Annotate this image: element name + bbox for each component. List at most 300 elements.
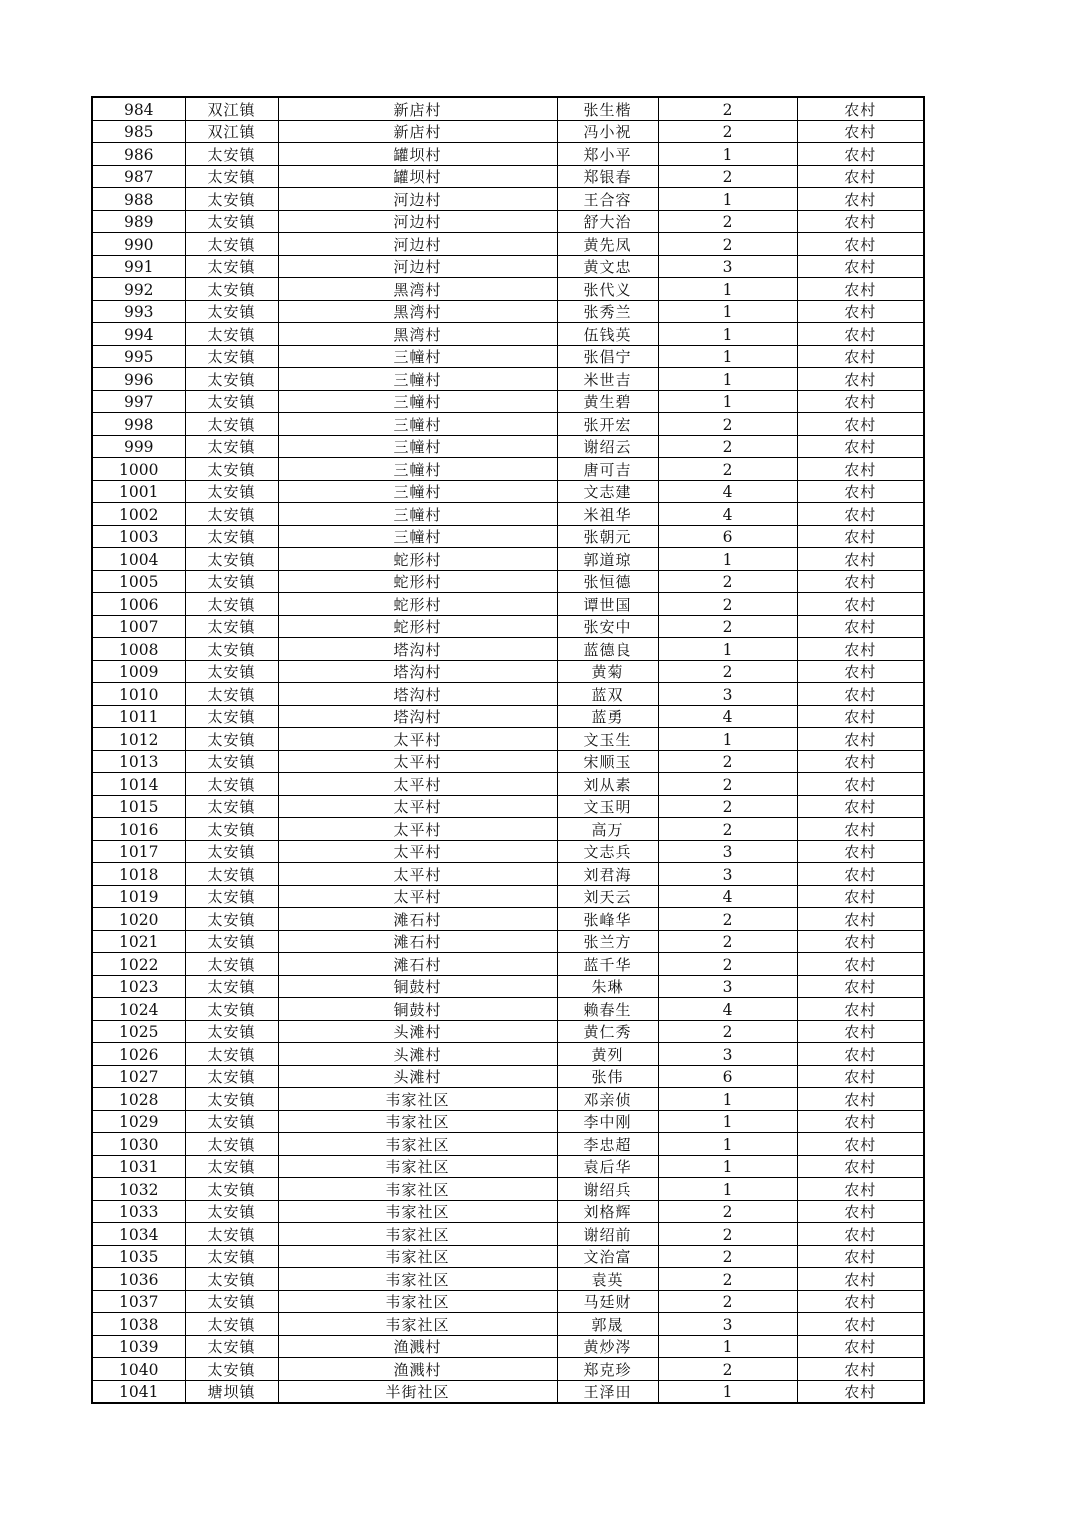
town-cell: 太安镇 [185, 818, 278, 841]
table-row [92, 570, 924, 593]
name-cell: 黄生碧 [557, 390, 658, 413]
town-cell: 太安镇 [185, 1065, 278, 1088]
table-row [92, 143, 924, 166]
town-cell: 太安镇 [185, 323, 278, 346]
row-number-cell: 1041 [92, 1380, 185, 1403]
table-row [92, 818, 924, 841]
row-number-cell: 992 [92, 278, 185, 301]
household-size-cell: 2 [658, 930, 797, 953]
type-cell: 农村 [797, 1268, 924, 1291]
name-cell: 朱琳 [557, 975, 658, 998]
household-size-cell: 2 [658, 1245, 797, 1268]
name-cell: 高万 [557, 818, 658, 841]
village-cell: 韦家社区 [278, 1133, 557, 1156]
name-cell: 谢绍兵 [557, 1178, 658, 1201]
name-cell: 刘从素 [557, 773, 658, 796]
town-cell: 太安镇 [185, 1020, 278, 1043]
household-size-cell: 1 [658, 1155, 797, 1178]
name-cell: 刘天云 [557, 885, 658, 908]
town-cell: 太安镇 [185, 638, 278, 661]
row-number-cell: 1037 [92, 1290, 185, 1313]
type-cell: 农村 [797, 165, 924, 188]
town-cell: 太安镇 [185, 368, 278, 391]
town-cell: 太安镇 [185, 728, 278, 751]
village-cell: 河边村 [278, 210, 557, 233]
village-cell: 太平村 [278, 773, 557, 796]
village-cell: 韦家社区 [278, 1110, 557, 1133]
town-cell: 塘坝镇 [185, 1380, 278, 1403]
table-row [92, 1133, 924, 1156]
table-row [92, 525, 924, 548]
household-size-cell: 2 [658, 773, 797, 796]
town-cell: 太安镇 [185, 525, 278, 548]
household-size-cell: 2 [658, 908, 797, 931]
type-cell: 农村 [797, 683, 924, 706]
household-size-cell: 2 [658, 1290, 797, 1313]
table-row [92, 863, 924, 886]
type-cell: 农村 [797, 1178, 924, 1201]
name-cell: 黄菊 [557, 660, 658, 683]
table-row [92, 660, 924, 683]
household-size-cell: 1 [658, 728, 797, 751]
town-cell: 太安镇 [185, 683, 278, 706]
row-number-cell: 1010 [92, 683, 185, 706]
table-row [92, 705, 924, 728]
table-row [92, 278, 924, 301]
table-row [92, 1200, 924, 1223]
household-size-cell: 2 [658, 413, 797, 436]
town-cell: 太安镇 [185, 1290, 278, 1313]
household-size-cell: 1 [658, 1178, 797, 1201]
household-size-cell: 1 [658, 368, 797, 391]
name-cell: 刘格辉 [557, 1200, 658, 1223]
table-row [92, 345, 924, 368]
village-cell: 太平村 [278, 818, 557, 841]
type-cell: 农村 [797, 705, 924, 728]
table-row [92, 615, 924, 638]
row-number-cell: 993 [92, 300, 185, 323]
village-cell: 三幢村 [278, 413, 557, 436]
name-cell: 张伟 [557, 1065, 658, 1088]
type-cell: 农村 [797, 1200, 924, 1223]
village-cell: 滩石村 [278, 930, 557, 953]
name-cell: 谭世国 [557, 593, 658, 616]
village-cell: 塔沟村 [278, 683, 557, 706]
town-cell: 太安镇 [185, 480, 278, 503]
village-cell: 韦家社区 [278, 1290, 557, 1313]
table-row [92, 1065, 924, 1088]
village-cell: 三幢村 [278, 503, 557, 526]
row-number-cell: 1036 [92, 1268, 185, 1291]
village-cell: 蛇形村 [278, 570, 557, 593]
village-cell: 滩石村 [278, 953, 557, 976]
row-number-cell: 997 [92, 390, 185, 413]
name-cell: 米祖华 [557, 503, 658, 526]
village-cell: 黑湾村 [278, 323, 557, 346]
name-cell: 马廷财 [557, 1290, 658, 1313]
name-cell: 张峰华 [557, 908, 658, 931]
name-cell: 张兰方 [557, 930, 658, 953]
name-cell: 文志兵 [557, 840, 658, 863]
data-table [91, 96, 925, 1404]
type-cell: 农村 [797, 1380, 924, 1403]
table-row [92, 1245, 924, 1268]
type-cell: 农村 [797, 1313, 924, 1336]
name-cell: 王合容 [557, 188, 658, 211]
household-size-cell: 1 [658, 143, 797, 166]
town-cell: 太安镇 [185, 1223, 278, 1246]
village-cell: 塔沟村 [278, 660, 557, 683]
name-cell: 黄炒涔 [557, 1335, 658, 1358]
town-cell: 太安镇 [185, 1335, 278, 1358]
village-cell: 罐坝村 [278, 143, 557, 166]
household-size-cell: 1 [658, 548, 797, 571]
household-size-cell: 1 [658, 1133, 797, 1156]
table-row [92, 1155, 924, 1178]
row-number-cell: 1021 [92, 930, 185, 953]
name-cell: 黄仁秀 [557, 1020, 658, 1043]
town-cell: 太安镇 [185, 255, 278, 278]
village-cell: 韦家社区 [278, 1268, 557, 1291]
table-row [92, 458, 924, 481]
type-cell: 农村 [797, 255, 924, 278]
table-row [92, 773, 924, 796]
town-cell: 太安镇 [185, 413, 278, 436]
town-cell: 太安镇 [185, 233, 278, 256]
table-row [92, 435, 924, 458]
type-cell: 农村 [797, 1043, 924, 1066]
row-number-cell: 1026 [92, 1043, 185, 1066]
household-size-cell: 3 [658, 1043, 797, 1066]
table-row [92, 795, 924, 818]
name-cell: 唐可吉 [557, 458, 658, 481]
name-cell: 蓝千华 [557, 953, 658, 976]
row-number-cell: 1022 [92, 953, 185, 976]
type-cell: 农村 [797, 818, 924, 841]
row-number-cell: 1008 [92, 638, 185, 661]
table-row [92, 1335, 924, 1358]
village-cell: 蛇形村 [278, 548, 557, 571]
table-row [92, 683, 924, 706]
row-number-cell: 1000 [92, 458, 185, 481]
name-cell: 张安中 [557, 615, 658, 638]
household-size-cell: 2 [658, 818, 797, 841]
row-number-cell: 996 [92, 368, 185, 391]
type-cell: 农村 [797, 300, 924, 323]
village-cell: 三幢村 [278, 458, 557, 481]
row-number-cell: 1032 [92, 1178, 185, 1201]
name-cell: 黄先凤 [557, 233, 658, 256]
town-cell: 太安镇 [185, 1178, 278, 1201]
town-cell: 太安镇 [185, 615, 278, 638]
village-cell: 头滩村 [278, 1020, 557, 1043]
type-cell: 农村 [797, 1020, 924, 1043]
type-cell: 农村 [797, 120, 924, 143]
table-row [92, 1223, 924, 1246]
type-cell: 农村 [797, 233, 924, 256]
village-cell: 韦家社区 [278, 1223, 557, 1246]
village-cell: 铜鼓村 [278, 975, 557, 998]
type-cell: 农村 [797, 390, 924, 413]
name-cell: 李忠超 [557, 1133, 658, 1156]
name-cell: 伍钱英 [557, 323, 658, 346]
town-cell: 太安镇 [185, 773, 278, 796]
type-cell: 农村 [797, 1155, 924, 1178]
household-size-cell: 6 [658, 1065, 797, 1088]
village-cell: 新店村 [278, 120, 557, 143]
table-row [92, 233, 924, 256]
row-number-cell: 1035 [92, 1245, 185, 1268]
name-cell: 米世吉 [557, 368, 658, 391]
town-cell: 太安镇 [185, 278, 278, 301]
row-number-cell: 1006 [92, 593, 185, 616]
row-number-cell: 1009 [92, 660, 185, 683]
type-cell: 农村 [797, 1290, 924, 1313]
household-size-cell: 1 [658, 390, 797, 413]
type-cell: 农村 [797, 1065, 924, 1088]
town-cell: 太安镇 [185, 660, 278, 683]
village-cell: 三幢村 [278, 345, 557, 368]
table-row [92, 1178, 924, 1201]
row-number-cell: 1002 [92, 503, 185, 526]
table-row [92, 97, 924, 120]
row-number-cell: 987 [92, 165, 185, 188]
household-size-cell: 2 [658, 953, 797, 976]
table-row [92, 1290, 924, 1313]
town-cell: 太安镇 [185, 1200, 278, 1223]
village-cell: 渔溅村 [278, 1358, 557, 1381]
row-number-cell: 1028 [92, 1088, 185, 1111]
town-cell: 太安镇 [185, 503, 278, 526]
row-number-cell: 1027 [92, 1065, 185, 1088]
name-cell: 冯小祝 [557, 120, 658, 143]
row-number-cell: 1039 [92, 1335, 185, 1358]
row-number-cell: 1029 [92, 1110, 185, 1133]
row-number-cell: 1020 [92, 908, 185, 931]
name-cell: 宋顺玉 [557, 750, 658, 773]
table-row [92, 165, 924, 188]
household-size-cell: 2 [658, 660, 797, 683]
type-cell: 农村 [797, 998, 924, 1021]
row-number-cell: 999 [92, 435, 185, 458]
name-cell: 蓝德良 [557, 638, 658, 661]
town-cell: 太安镇 [185, 885, 278, 908]
village-cell: 黑湾村 [278, 300, 557, 323]
name-cell: 郑克珍 [557, 1358, 658, 1381]
town-cell: 太安镇 [185, 143, 278, 166]
name-cell: 邓亲侦 [557, 1088, 658, 1111]
name-cell: 袁后华 [557, 1155, 658, 1178]
village-cell: 头滩村 [278, 1065, 557, 1088]
row-number-cell: 1038 [92, 1313, 185, 1336]
household-size-cell: 2 [658, 435, 797, 458]
table-row [92, 480, 924, 503]
village-cell: 河边村 [278, 255, 557, 278]
village-cell: 太平村 [278, 728, 557, 751]
town-cell: 太安镇 [185, 593, 278, 616]
type-cell: 农村 [797, 1335, 924, 1358]
town-cell: 太安镇 [185, 188, 278, 211]
household-size-cell: 2 [658, 458, 797, 481]
town-cell: 太安镇 [185, 345, 278, 368]
household-size-cell: 1 [658, 1380, 797, 1403]
type-cell: 农村 [797, 750, 924, 773]
household-size-cell: 4 [658, 480, 797, 503]
household-size-cell: 6 [658, 525, 797, 548]
table-row [92, 1313, 924, 1336]
household-size-cell: 1 [658, 323, 797, 346]
town-cell: 太安镇 [185, 908, 278, 931]
type-cell: 农村 [797, 1133, 924, 1156]
type-cell: 农村 [797, 503, 924, 526]
household-size-cell: 2 [658, 165, 797, 188]
village-cell: 太平村 [278, 795, 557, 818]
table-row [92, 1088, 924, 1111]
town-cell: 太安镇 [185, 953, 278, 976]
table-body [92, 97, 924, 1403]
row-number-cell: 989 [92, 210, 185, 233]
row-number-cell: 1005 [92, 570, 185, 593]
village-cell: 黑湾村 [278, 278, 557, 301]
name-cell: 郑小平 [557, 143, 658, 166]
household-size-cell: 2 [658, 795, 797, 818]
household-size-cell: 1 [658, 1088, 797, 1111]
row-number-cell: 1031 [92, 1155, 185, 1178]
village-cell: 塔沟村 [278, 638, 557, 661]
name-cell: 谢绍云 [557, 435, 658, 458]
name-cell: 黄列 [557, 1043, 658, 1066]
village-cell: 韦家社区 [278, 1245, 557, 1268]
row-number-cell: 1040 [92, 1358, 185, 1381]
type-cell: 农村 [797, 345, 924, 368]
name-cell: 张倡宁 [557, 345, 658, 368]
household-size-cell: 1 [658, 638, 797, 661]
row-number-cell: 1003 [92, 525, 185, 548]
type-cell: 农村 [797, 660, 924, 683]
household-size-cell: 4 [658, 885, 797, 908]
town-cell: 太安镇 [185, 458, 278, 481]
household-size-cell: 4 [658, 998, 797, 1021]
town-cell: 太安镇 [185, 548, 278, 571]
village-cell: 塔沟村 [278, 705, 557, 728]
household-size-cell: 1 [658, 1335, 797, 1358]
row-number-cell: 1015 [92, 795, 185, 818]
table-row [92, 1110, 924, 1133]
row-number-cell: 1018 [92, 863, 185, 886]
town-cell: 太安镇 [185, 1133, 278, 1156]
row-number-cell: 1033 [92, 1200, 185, 1223]
household-size-cell: 2 [658, 615, 797, 638]
table-row [92, 210, 924, 233]
household-size-cell: 2 [658, 593, 797, 616]
table-row [92, 188, 924, 211]
household-size-cell: 2 [658, 233, 797, 256]
row-number-cell: 1016 [92, 818, 185, 841]
village-cell: 太平村 [278, 750, 557, 773]
village-cell: 河边村 [278, 233, 557, 256]
table-row [92, 750, 924, 773]
type-cell: 农村 [797, 323, 924, 346]
table-row [92, 885, 924, 908]
name-cell: 王泽田 [557, 1380, 658, 1403]
town-cell: 太安镇 [185, 1088, 278, 1111]
table-row [92, 390, 924, 413]
name-cell: 张生楷 [557, 97, 658, 120]
name-cell: 文玉生 [557, 728, 658, 751]
type-cell: 农村 [797, 953, 924, 976]
table-row [92, 1020, 924, 1043]
type-cell: 农村 [797, 278, 924, 301]
name-cell: 袁英 [557, 1268, 658, 1291]
village-cell: 太平村 [278, 863, 557, 886]
household-size-cell: 3 [658, 683, 797, 706]
type-cell: 农村 [797, 1088, 924, 1111]
type-cell: 农村 [797, 1245, 924, 1268]
household-size-cell: 2 [658, 210, 797, 233]
village-cell: 三幢村 [278, 525, 557, 548]
row-number-cell: 1019 [92, 885, 185, 908]
household-size-cell: 3 [658, 975, 797, 998]
row-number-cell: 1030 [92, 1133, 185, 1156]
row-number-cell: 1013 [92, 750, 185, 773]
table-row [92, 1380, 924, 1403]
name-cell: 张恒德 [557, 570, 658, 593]
type-cell: 农村 [797, 570, 924, 593]
row-number-cell: 1004 [92, 548, 185, 571]
household-size-cell: 3 [658, 863, 797, 886]
name-cell: 文玉明 [557, 795, 658, 818]
household-size-cell: 2 [658, 1020, 797, 1043]
type-cell: 农村 [797, 773, 924, 796]
household-size-cell: 3 [658, 255, 797, 278]
town-cell: 太安镇 [185, 1268, 278, 1291]
row-number-cell: 1011 [92, 705, 185, 728]
table-row [92, 975, 924, 998]
type-cell: 农村 [797, 1110, 924, 1133]
town-cell: 太安镇 [185, 1043, 278, 1066]
name-cell: 谢绍前 [557, 1223, 658, 1246]
table-row [92, 1268, 924, 1291]
village-cell: 滩石村 [278, 908, 557, 931]
town-cell: 太安镇 [185, 390, 278, 413]
household-size-cell: 2 [658, 1200, 797, 1223]
type-cell: 农村 [797, 480, 924, 503]
village-cell: 河边村 [278, 188, 557, 211]
name-cell: 张朝元 [557, 525, 658, 548]
town-cell: 太安镇 [185, 998, 278, 1021]
town-cell: 太安镇 [185, 1155, 278, 1178]
type-cell: 农村 [797, 368, 924, 391]
row-number-cell: 1024 [92, 998, 185, 1021]
table-row [92, 120, 924, 143]
town-cell: 太安镇 [185, 975, 278, 998]
type-cell: 农村 [797, 638, 924, 661]
village-cell: 半街社区 [278, 1380, 557, 1403]
type-cell: 农村 [797, 413, 924, 436]
table-row [92, 908, 924, 931]
name-cell: 郭晟 [557, 1313, 658, 1336]
household-size-cell: 2 [658, 1223, 797, 1246]
village-cell: 太平村 [278, 885, 557, 908]
row-number-cell: 986 [92, 143, 185, 166]
household-size-cell: 2 [658, 1358, 797, 1381]
village-cell: 太平村 [278, 840, 557, 863]
village-cell: 韦家社区 [278, 1200, 557, 1223]
table-row [92, 1043, 924, 1066]
table-row [92, 1358, 924, 1381]
type-cell: 农村 [797, 840, 924, 863]
row-number-cell: 990 [92, 233, 185, 256]
